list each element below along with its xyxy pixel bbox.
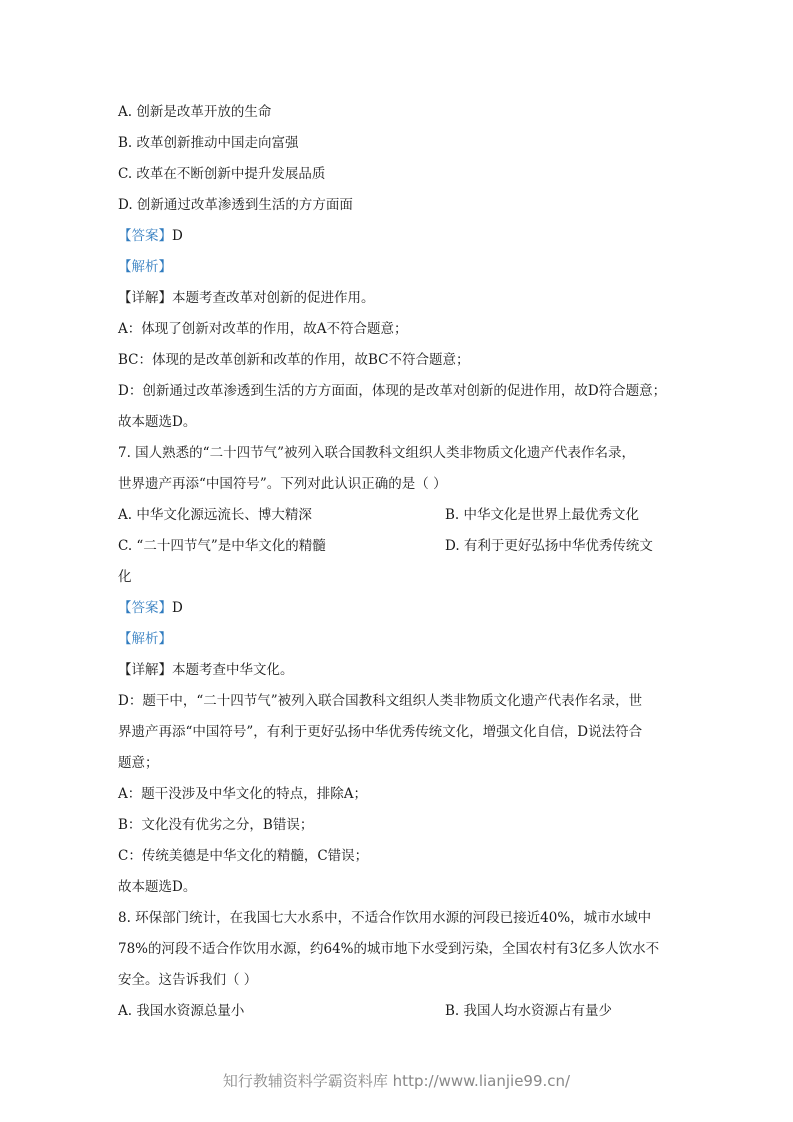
q7-explanation-1a: D：题干中，“二十四节气”被列入联合国教科文组织人类非物质文化遗产代表作名录，世 [118,693,643,709]
q7-stem-1: 7. 国人熟悉的“二十四节气”被列入联合国教科文组织人类非物质文化遗产代表作名录， [118,445,635,461]
q6-explanation-2: BC：体现的是改革创新和改革的作用，故BC不符合题意； [118,352,470,368]
q7-option-d-cont: 化 [118,569,132,585]
detail-text: 本题考查改革对创新的促进作用。 [172,290,375,306]
q7-explanation-2: A：题干没涉及中华文化的特点，排除A； [118,786,367,802]
detail-tag: 【详解】 [118,662,172,678]
answer-tag: 【答案】 [118,600,172,616]
q6-option-c: C. 改革在不断创新中提升发展品质 [118,166,326,182]
q8-option-a: A. 我国水资源总量小 [118,1003,245,1019]
q6-explanation-3: D：创新通过改革渗透到生活的方方面面，体现的是改革对创新的促进作用，故D符合题意； [118,383,667,399]
q8-option-b: B. 我国人均水资源占有量少 [445,1003,613,1019]
q6-option-d: D. 创新通过改革渗透到生活的方方面面 [118,197,353,213]
q7-explanation-3: B：文化没有优劣之分，B错误； [118,817,314,833]
detail-text: 本题考查中华文化。 [172,662,294,678]
detail-tag: 【详解】 [118,290,172,306]
q6-detail [118,288,678,308]
answer-value: D [172,228,183,244]
q7-stem-2: 世界遗产再添“中国符号”。下列对此认识正确的是（ ） [118,476,447,492]
q7-option-d: D. 有利于更好弘扬中华优秀传统文 [445,538,653,554]
q7-option-a: A. 中华文化源远流长、博大精深 [118,507,312,523]
q6-answer [118,226,678,246]
q6-analysis [118,257,678,277]
q7-explanation-4: C：传统美德是中华文化的精髓，C错误； [118,848,369,864]
q7-answer [118,598,678,618]
q7-analysis [118,629,678,649]
footer-watermark: 知行教辅资料学霸资料库 http://www.lianjie99.cn/ [222,1072,571,1090]
answer-value: D [172,600,183,616]
q7-option-b: B. 中华文化是世界上最优秀文化 [445,507,640,523]
q7-explanation-1b: 界遗产再添“中国符号”，有利于更好弘扬中华优秀传统文化，增强文化自信，D说法符合 [118,724,643,740]
q7-detail [118,660,678,680]
q7-explanation-1c: 题意； [118,755,159,771]
q6-explanation-1: A：体现了创新对改革的作用，故A不符合题意； [118,321,408,337]
analysis-tag: 【解析】 [118,631,172,647]
q8-stem-3: 安全。这告诉我们（ ） [118,972,258,988]
q6-option-b: B. 改革创新推动中国走向富强 [118,135,299,151]
analysis-tag: 【解析】 [118,259,172,275]
q7-conclusion: 故本题选D。 [118,879,197,895]
q8-stem-1: 8. 环保部门统计，在我国七大水系中，不适合作饮用水源的河段已接近40%，城市水域中 [118,910,652,926]
q8-stem-2: 78%的河段不适合作饮用水源，约64%的城市地下水受到污染，全国农村有3亿多人饮水不 [118,941,660,957]
answer-tag: 【答案】 [118,228,172,244]
q7-option-c: C. “二十四节气”是中华文化的精髓 [118,538,326,554]
q6-option-a: A. 创新是改革开放的生命 [118,104,272,120]
q6-conclusion: 故本题选D。 [118,414,197,430]
